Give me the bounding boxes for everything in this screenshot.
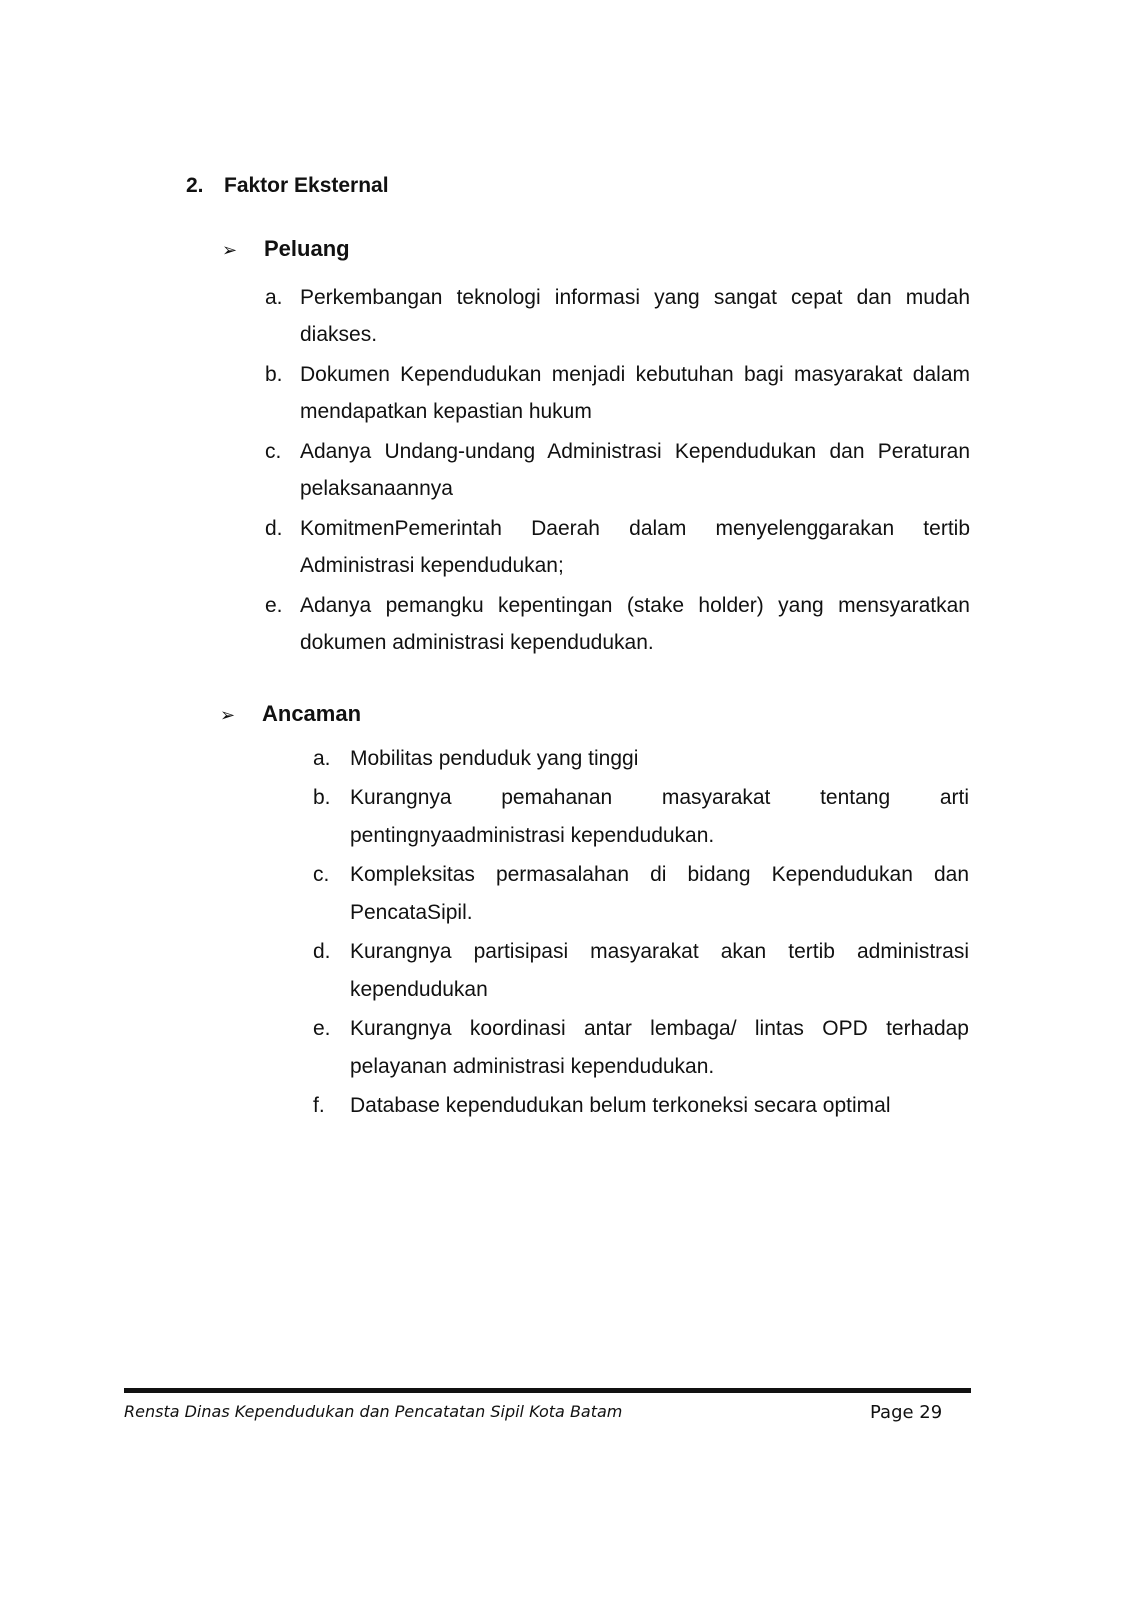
list-item-text: KomitmenPemerintah Daerah dalam menyelenggarakan tertib Administrasi kependudukan; <box>300 517 970 577</box>
ancaman-title: Ancaman <box>262 701 362 726</box>
list-item <box>313 779 969 855</box>
ancaman-heading <box>220 701 361 727</box>
list-item-text: Kurangnya koordinasi antar lembaga/ lintas OPD terhadap pelayanan administrasi kependudukan. <box>350 1017 969 1078</box>
list-item <box>265 433 970 507</box>
list-marker: e. <box>265 594 283 617</box>
list-marker: e. <box>313 1017 331 1040</box>
list-item <box>265 356 970 430</box>
list-marker: b. <box>313 786 331 809</box>
ancaman-list <box>313 740 969 1126</box>
list-item <box>313 933 969 1009</box>
section-number: 2. <box>186 174 204 197</box>
list-item <box>313 1010 969 1086</box>
list-item-text: Dokumen Kependudukan menjadi kebutuhan bagi masyarakat dalam mendapatkan kepastian hukum <box>300 363 970 423</box>
list-item-text: Perkembangan teknologi informasi yang sangat cepat dan mudah diakses. <box>300 286 970 346</box>
footer-document-title: Rensta Dinas Kependudukan dan Pencatatan Sipil Kota Batam <box>124 1402 623 1421</box>
list-item-text: Database kependudukan belum terkoneksi secara optimal <box>350 1094 891 1117</box>
list-item-text: Kompleksitas permasalahan di bidang Kependudukan dan PencataSipil. <box>350 863 969 924</box>
list-item <box>313 1087 969 1125</box>
list-item-text: Kurangnya pemahanan masyarakat tentang arti pentingnyaadministrasi kependudukan. <box>350 786 969 847</box>
list-marker: c. <box>313 863 330 886</box>
footer-page-number: Page 29 <box>870 1402 943 1423</box>
list-marker: d. <box>313 940 331 963</box>
list-marker: f. <box>313 1094 325 1117</box>
list-item <box>313 856 969 932</box>
list-marker: a. <box>265 286 283 309</box>
list-marker: c. <box>265 440 282 463</box>
arrow-bullet-icon: ➢ <box>222 240 238 260</box>
footer-divider <box>124 1388 971 1393</box>
list-marker: b. <box>265 363 283 386</box>
list-item-text: Mobilitas penduduk yang tinggi <box>350 747 639 770</box>
arrow-bullet-icon: ➢ <box>220 705 236 725</box>
list-marker: d. <box>265 517 283 540</box>
peluang-list <box>265 279 970 664</box>
section-heading <box>186 174 389 198</box>
peluang-heading <box>222 236 350 262</box>
list-item-text: Adanya Undang-undang Administrasi Kependudukan dan Peraturan pelaksanaannya <box>300 440 970 500</box>
list-item <box>313 740 969 778</box>
list-item <box>265 587 970 661</box>
section-title: Faktor Eksternal <box>224 174 389 197</box>
list-marker: a. <box>313 747 331 770</box>
list-item <box>265 279 970 353</box>
list-item-text: Kurangnya partisipasi masyarakat akan tertib administrasi kependudukan <box>350 940 969 1001</box>
list-item <box>265 510 970 584</box>
peluang-title: Peluang <box>264 236 350 261</box>
list-item-text: Adanya pemangku kepentingan (stake holder) yang mensyaratkan dokumen administrasi kependudukan. <box>300 594 970 654</box>
